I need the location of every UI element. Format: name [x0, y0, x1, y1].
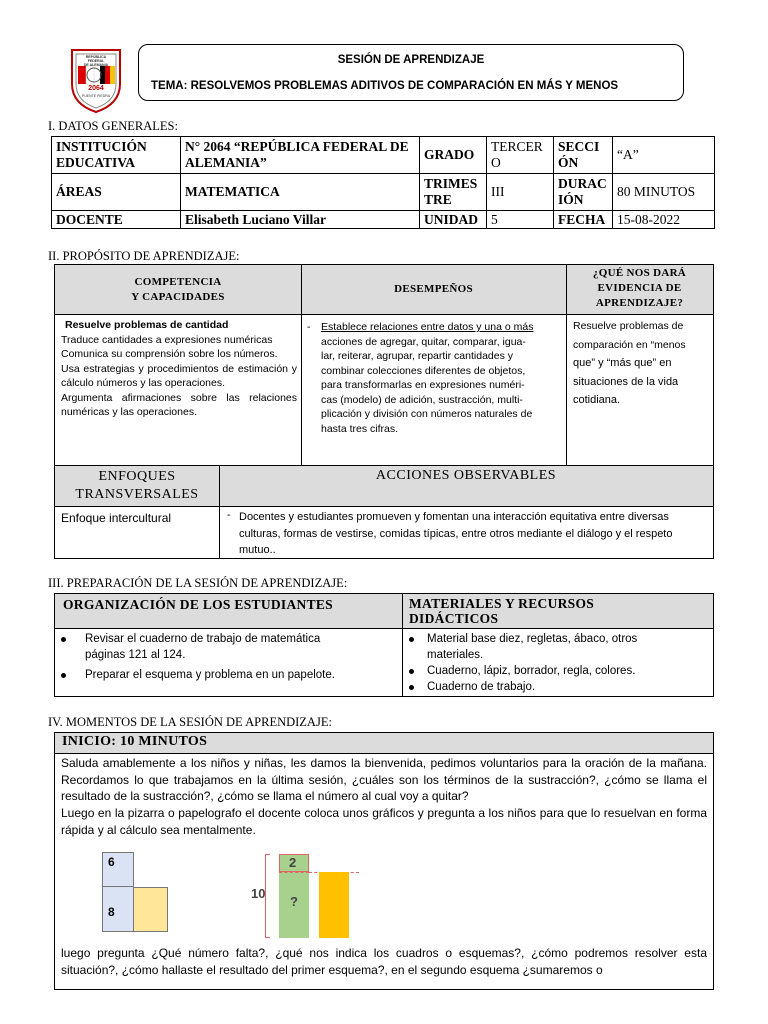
desempenos-header: DESEMPEÑOS [394, 283, 473, 295]
logo-text-line: DE ALEMANIA [83, 63, 109, 67]
trimestre-label: TRIMES TRE [420, 174, 487, 211]
institucion-value: N° 2064 “REPÚBLICA FEDERAL DE ALEMANIA” [181, 137, 420, 174]
diagram-bars [251, 852, 361, 944]
inicio-paragraph: luego pregunta ¿Qué número falta?, ¿qué nos indica los cuadros o esquemas?, ¿cómo podremos resolver esta situación?, ¿cómo hallaste el resultado del primer esquema?, en el segundo esquema ¿sumaremos o [61, 946, 707, 977]
diagram-value-top: 6 [108, 855, 115, 869]
proposito-table [54, 264, 714, 466]
accion-observable: Docentes y estudiantes promueven y fomentan una interacción equitativa entre diversas culturas, formas de vestirse, comidas típicas, entre otros mediante el diálogo y el respeto mutuo.. [239, 511, 673, 556]
desempeno-cell: Establece relaciones entre datos y una o más acciones de agregar, quitar, comparar, igua- lar, reiterar, agrupar, repartir cantidades y combinar colecciones diferentes de objetos, para transformarlas en expresiones numéri- cas (modelo) de adición, sustracción, multi- plicación y división con números naturales de hasta tres cifras. [321, 321, 534, 435]
capacidad-item: Usa estrategias y procedimientos de estimación y cálculo números y las operaciones. [61, 362, 297, 389]
fecha-value: 15-08-2022 [613, 211, 715, 229]
list-item: Cuaderno, lápiz, borrador, regla, colores. [403, 663, 708, 679]
bracket [265, 854, 270, 938]
materiales-list [403, 631, 708, 695]
acciones-header: ACCIONES OBSERVABLES [375, 468, 557, 483]
inicio-paragraph: Luego en la pizarra o papelografo el docente coloca unos gráficos y pregunta a los niños para que lo resuelvan en forma rápida y al cálculo sea mentalmente. [61, 806, 707, 837]
evidencia-header: ¿QUÉ NOS DARÁ EVIDENCIA DE APRENDIZAJE? [592, 267, 687, 309]
momentos-box [54, 732, 714, 990]
organizacion-list [55, 631, 395, 683]
list-item: Preparar el esquema y problema en un papelote. [55, 667, 395, 683]
seccion-value: “A” [613, 137, 715, 174]
capacidad-item: Argumenta afirmaciones sobre las relaciones numéricas y las operaciones. [61, 391, 297, 418]
enfoques-table [54, 465, 714, 559]
docente-label: DOCENTE [52, 211, 181, 229]
inicio-paragraph: Saluda amablemente a los niños y niñas, les damos la bienvenida, pedimos voluntarios para la oración de la mañana. Recordamos lo que trabajamos en la última sesión, ¿cuáles son los términos de la sustracción?, ¿cómo se llama el resultado de la sustracción?, ¿cómo se llama el número al cual voy a quitar? [61, 756, 707, 803]
diagram-value-bottom: 8 [108, 905, 115, 919]
section-proposito: II. PROPÓSITO DE APRENDIZAJE: [48, 249, 240, 263]
competencia-title: Resuelve problemas de cantidad [65, 319, 229, 331]
bar-value-top: 2 [289, 855, 297, 870]
materiales-header: MATERIALES Y RECURSOS DIDÁCTICOS [409, 596, 595, 626]
competencia-header: COMPETENCIA Y CAPACIDADES [131, 276, 225, 303]
preparacion-table [54, 593, 714, 697]
fecha-label: FECHA [554, 211, 613, 229]
list-item: Cuaderno de trabajo. [403, 679, 708, 695]
areas-value: MATEMATICA [181, 174, 420, 211]
institucion-label: INSTITUCIÓN EDUCATIVA [52, 137, 181, 174]
list-item: Revisar el cuaderno de trabajo de matemática páginas 121 al 124. [55, 631, 395, 663]
docente-value: Elisabeth Luciano Villar [181, 211, 420, 229]
unidad-label: UNIDAD [420, 211, 487, 229]
orange-bar [319, 872, 349, 938]
accion-dash: - [227, 509, 231, 521]
logo-text-line: REPÚBLICA FEDERAL [85, 55, 107, 63]
trimestre-value: III [487, 174, 554, 211]
diagram-total: 10 [251, 886, 266, 901]
capacidad-item: Comunica su comprensión sobre los números. [61, 348, 278, 360]
session-topic: TEMA: RESOLVEMOS PROBLEMAS ADITIVOS DE COMPARACIÓN EN MÁS Y MENOS [151, 80, 619, 92]
school-logo [64, 44, 128, 114]
competencia-cell [61, 318, 297, 420]
desempeno-dash: - [307, 321, 311, 333]
section-datos-generales: I. DATOS GENERALES: [48, 119, 178, 133]
bar-unknown: ? [290, 894, 298, 909]
grado-label: GRADO [420, 137, 487, 174]
organizacion-header: ORGANIZACIÓN DE LOS ESTUDIANTES [63, 597, 333, 612]
section-preparacion: III. PREPARACIÓN DE LA SESIÓN DE APRENDIZAJE: [48, 576, 348, 590]
section-momentos: IV. MOMENTOS DE LA SESIÓN DE APRENDIZAJE: [48, 715, 332, 729]
seccion-label: SECCI ÓN [554, 137, 613, 174]
duracion-label: DURAC IÓN [554, 174, 613, 211]
list-item: Material base diez, regletas, ábaco, otros materiales. [403, 631, 708, 663]
datos-generales-table [51, 136, 715, 229]
logo-number: 2064 [88, 85, 104, 92]
inicio-title: INICIO: 10 MINUTOS [62, 734, 208, 749]
grado-value: TERCER O [487, 137, 554, 174]
areas-label: ÁREAS [52, 174, 181, 211]
logo-place: PUENTE PIEDRA [81, 94, 111, 98]
title-box [138, 44, 684, 101]
session-title: SESIÓN DE APRENDIZAJE [337, 54, 485, 66]
duracion-value: 80 MINUTOS [613, 174, 715, 211]
unidad-value: 5 [487, 211, 554, 229]
diagram-boxes [102, 852, 184, 932]
capacidad-item: Traduce cantidades a expresiones numéricas [61, 333, 273, 346]
enfoque-intercultural: Enfoque intercultural [61, 511, 172, 525]
evidencia-cell: Resuelve problemas de comparación en “menos que” y “más que” en situaciones de la vida cotidiana. [573, 320, 686, 406]
enfoques-header: ENFOQUES TRANSVERSALES [75, 469, 199, 502]
